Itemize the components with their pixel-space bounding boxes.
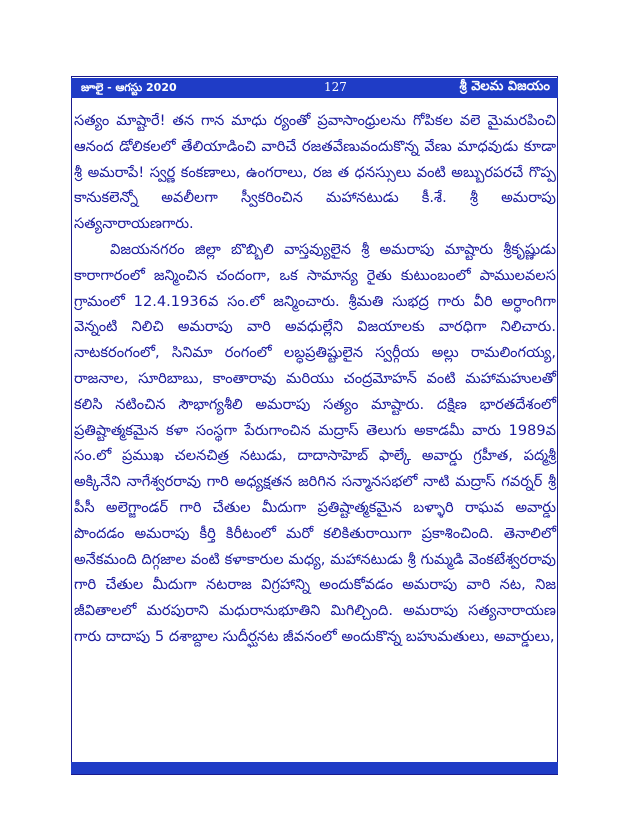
issue-date: జూలై - ఆగస్టు 2020 xyxy=(81,81,177,94)
magazine-title: శ్రీ వెలమ విజయం xyxy=(459,79,550,94)
page-header xyxy=(71,78,558,98)
paragraph-2: విజయనగరం జిల్లా బొబ్బిలి వాస్తవ్యులైన శ్రీ అమరాపు మాష్టారు శ్రీకృష్ణుడు కారాగారంలో జన్మించిన చందంగా, ఒక సామాన్య రైతు కుటుంబంలో పాములవలస గ్రామంలో 12.4.1936వ సం.లో జన్మించారు. శ్రీమతి సుభద్ర గారు వీరి అర్ధాంగిగా వెన్నంటి నిలిచి అమరాపు వారి అవధుల్లేని విజయాలకు వారధిగా నిలిచారు. నాటకరంగంలో, సినిమా రంగంలో లబ్ధప్రతిష్టులైన స్వర్గీయ అల్లు రామలింగయ్య, రాజనాల, సూరిబాబు, కాంతారావు మరియు చంద్రమోహన్ వంటి మహామహులతో కలిసి నటించిన సౌభాగ్యశీలి అమరాపు సత్యం మాష్టారు. దక్షిణ భారతదేశంలో ప్రతిష్టాత్మకమైన కళా సంస్థగా పేరుగాంచిన మద్రాస్ తెలుగు అకాడమీ వారు 1989వ సం.లో ప్రముఖ చలనచిత్ర నటుడు, దాదాసాహెబ్ ఫాల్కే అవార్డు గ్రహీత, పద్మశ్రీ అక్కినేని నాగేశ్వరరావు గారి అధ్యక్షతన జరిగిన సన్మానసభలో నాటి మద్రాస్ గవర్నర్ శ్రీ పీసీ అలెగ్జాండర్ గారి చేతుల మీదుగా ప్రతిష్టాత్మకమైన బళ్ళారి రాఘవ అవార్డు పొందడం అమరాపు కీర్తి కిరీటంలో మరో కలికితురాయిగా ప్రకాశించింది. తెనాలిలో అనేకమంది దిగ్గజాల వంటి కళాకారుల మధ్య, మహానటుడు శ్రీ గుమ్మడి వెంకటేశ్వరరావు గారి చేతుల మీదుగా నటరాజ విగ్రహాన్ని అందుకోవడం అమరాపు వారి నట, నిజ జీవితాలలో మరపురాని మధురానుభూతిని మిగిల్చింది. అమరాపు సత్యనారాయణ గారు దాదాపు 5 దశాబ్దాల సుదీర్ఘనట జీవనంలో అందుకొన్న బహుమతులు, అవార్డులు, xyxy=(74,240,556,645)
page-footer-bar xyxy=(71,762,558,774)
paragraph-1: సత్యం మాష్టారే! తన గాన మాధు ర్యంతో ప్రవాసాంధ్రులను గోపికల వలె మైమరపించి ఆనంద డోలికలలో తేలియాడించి వారిచే రజతవేణువందుకొన్న వేణు మాధవుడు కూడా శ్రీ అమరాపే! స్వర్ణ కంకణాలు, ఉంగరాలు, రజ త ధనస్సులు వంటి అబ్బురపరచే గొప్ప కానుకలెన్నో అవలీలగా స్వీకరించిన మహానటుడు కీ.శే. శ్రీ అమరాపు సత్యనారాయణగారు. xyxy=(74,112,556,233)
page-number: 127 xyxy=(324,80,347,94)
article-body xyxy=(74,108,556,650)
